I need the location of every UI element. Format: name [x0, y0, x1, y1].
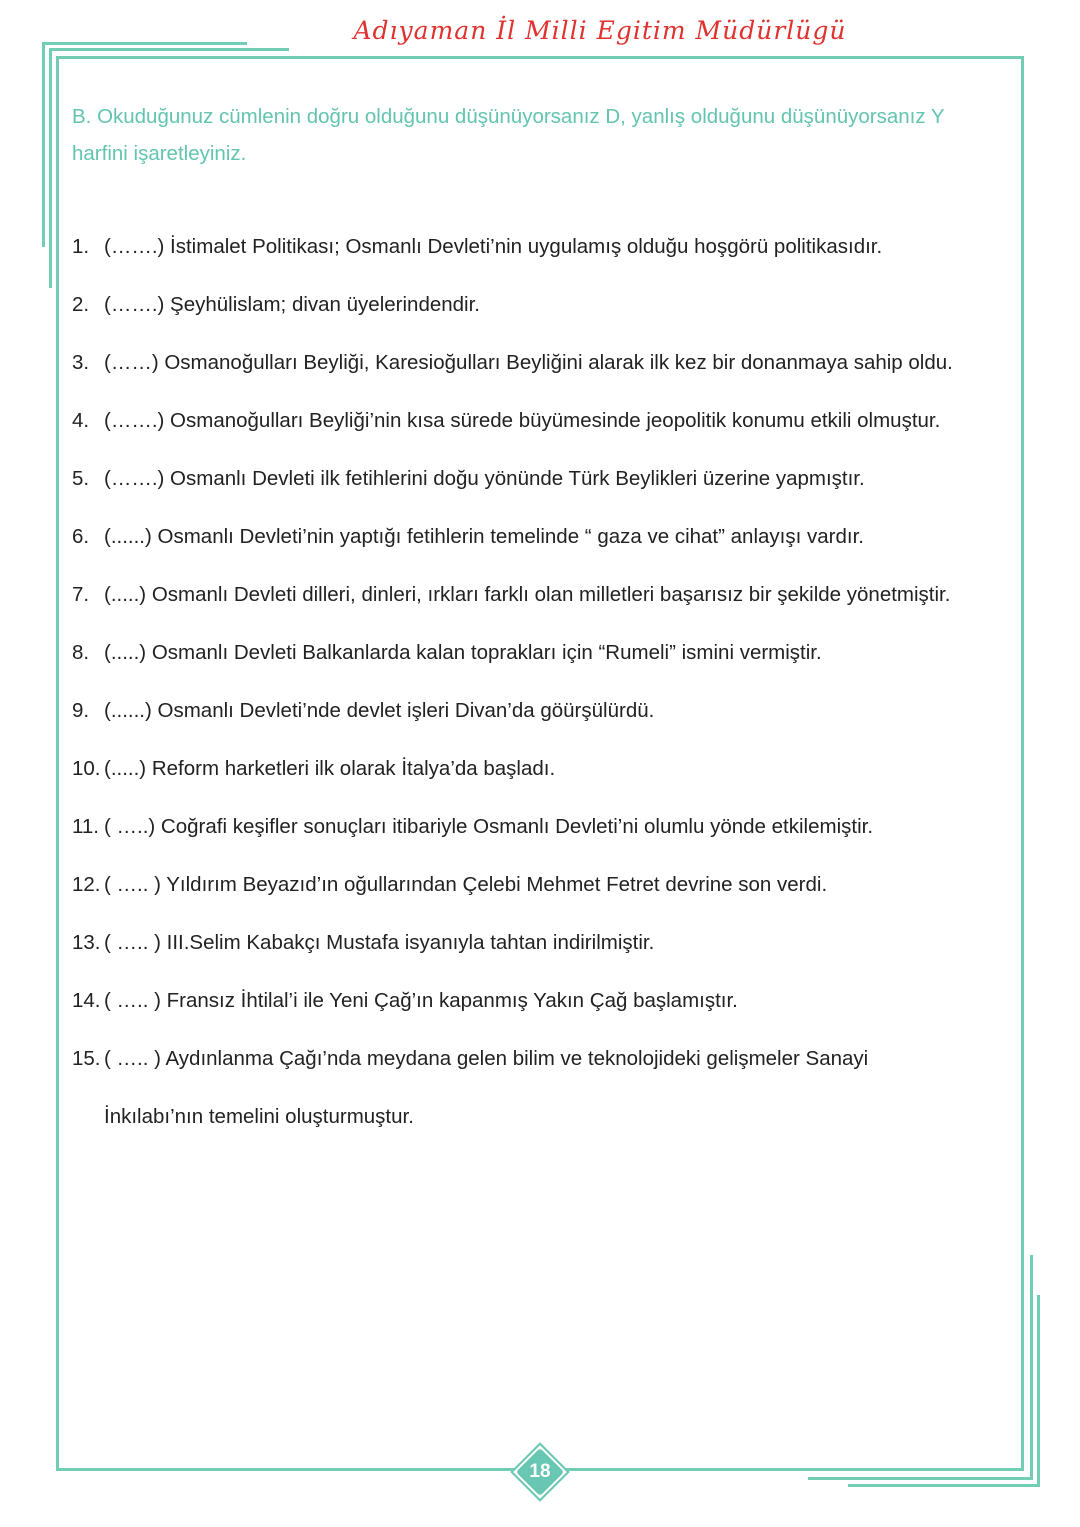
question-text: (......) Osmanlı Devleti’nin yaptığı fetihlerin temelinde “ gaza ve cihat” anlayışı vardır. [104, 525, 864, 548]
question-number: 12. [72, 873, 101, 896]
question-text: (.....) Osmanlı Devleti Balkanlarda kalan toprakları için “Rumeli” ismini vermiştir. [104, 641, 822, 664]
question-number: 13. [72, 931, 101, 954]
question-number: 3. [72, 351, 90, 374]
question-number: 14. [72, 989, 101, 1012]
frame-decoration-top-left-2 [49, 48, 289, 51]
instruction-text [72, 98, 1012, 172]
question-text: ( …..) Coğrafi keşifler sonuçları itibariyle Osmanlı Devleti’ni olumlu yönde etkilemiştir. [104, 815, 874, 838]
question-text: (…….) Osmanlı Devleti ilk fetihlerini doğu yönünde Türk Beylikleri üzerine yapmıştır. [104, 467, 865, 490]
question-text: (……) Osmanoğulları Beyliği, Karesioğulları Beyliğini alarak ilk kez bir donanmaya sahip oldu. [104, 351, 953, 374]
question-text: ( ….. ) Yıldırım Beyazıd’ın oğullarından Çelebi Mehmet Fetret devrine son verdi. [104, 873, 828, 896]
frame-decoration-right-2 [1037, 1295, 1040, 1487]
instruction-line-2: harfini işaretleyiniz. [72, 142, 247, 165]
question-item [72, 982, 1022, 1040]
question-item [72, 518, 1022, 576]
question-15-continuation: İnkılabı’nın temelini oluşturmuştur. [104, 1105, 414, 1128]
question-number: 6. [72, 525, 90, 548]
question-item [72, 692, 1022, 750]
question-text: (.....) Osmanlı Devleti dilleri, dinleri, ırkları farklı olan milletleri başarısız bir şekilde yönetmiştir. [104, 583, 951, 606]
frame-decoration-top-left [42, 42, 247, 45]
question-text: ( ….. ) III.Selim Kabakçı Mustafa isyanıyla tahtan indirilmiştir. [104, 931, 655, 954]
question-text: (…….) İstimalet Politikası; Osmanlı Devleti’nin uygulamış olduğu hoşgörü politikasıdır. [104, 235, 883, 258]
question-item [72, 866, 1022, 924]
frame-decoration-bottom-2 [848, 1484, 1040, 1487]
question-item [72, 460, 1022, 518]
question-text: (…….) Osmanoğulları Beyliği’nin kısa sürede büyümesinde jeopolitik konumu etkili olmuştur. [104, 409, 941, 432]
frame-decoration-left-1 [42, 42, 45, 247]
question-item [72, 1040, 1022, 1098]
question-item [72, 634, 1022, 692]
question-number: 15. [72, 1047, 101, 1070]
question-item [72, 808, 1022, 866]
question-text: ( ….. ) Aydınlanma Çağı’nda meydana gelen bilim ve teknolojideki gelişmeler Sanayi [104, 1047, 869, 1070]
question-number: 5. [72, 467, 90, 490]
frame-decoration-left-2 [49, 48, 52, 288]
question-list [72, 228, 1022, 1098]
question-text: (.....) Reform harketleri ilk olarak İtalya’da başladı. [104, 757, 556, 780]
question-number: 8. [72, 641, 90, 664]
question-item [72, 576, 1022, 634]
question-text: (…….) Şeyhülislam; divan üyelerindendir. [104, 293, 480, 316]
question-item [72, 228, 1022, 286]
question-number: 1. [72, 235, 90, 258]
question-item [72, 402, 1022, 460]
question-number: 4. [72, 409, 90, 432]
question-item [72, 750, 1022, 808]
question-number: 9. [72, 699, 90, 722]
page-number: 18 [529, 1461, 551, 1482]
question-text: ( ….. ) Fransız İhtilal’i ile Yeni Çağ’ın kapanmış Yakın Çağ başlamıştır. [104, 989, 738, 1012]
page-header-title: Adıyaman İl Milli Egitim Müdürlügü [353, 16, 847, 45]
question-text: (......) Osmanlı Devleti’nde devlet işleri Divan’da göürşülürdü. [104, 699, 655, 722]
question-number: 11. [72, 815, 99, 838]
question-number: 2. [72, 293, 90, 316]
question-item [72, 924, 1022, 982]
instruction-line-1: B. Okuduğunuz cümlenin doğru olduğunu düşünüyorsanız D, yanlış olduğunu düşünüyorsanız Y [72, 105, 945, 128]
question-number: 10. [72, 757, 101, 780]
question-item [72, 286, 1022, 344]
question-item [72, 344, 1022, 402]
frame-decoration-right-1 [1030, 1255, 1033, 1480]
frame-decoration-bottom-1 [808, 1477, 1033, 1480]
question-number: 7. [72, 583, 90, 606]
